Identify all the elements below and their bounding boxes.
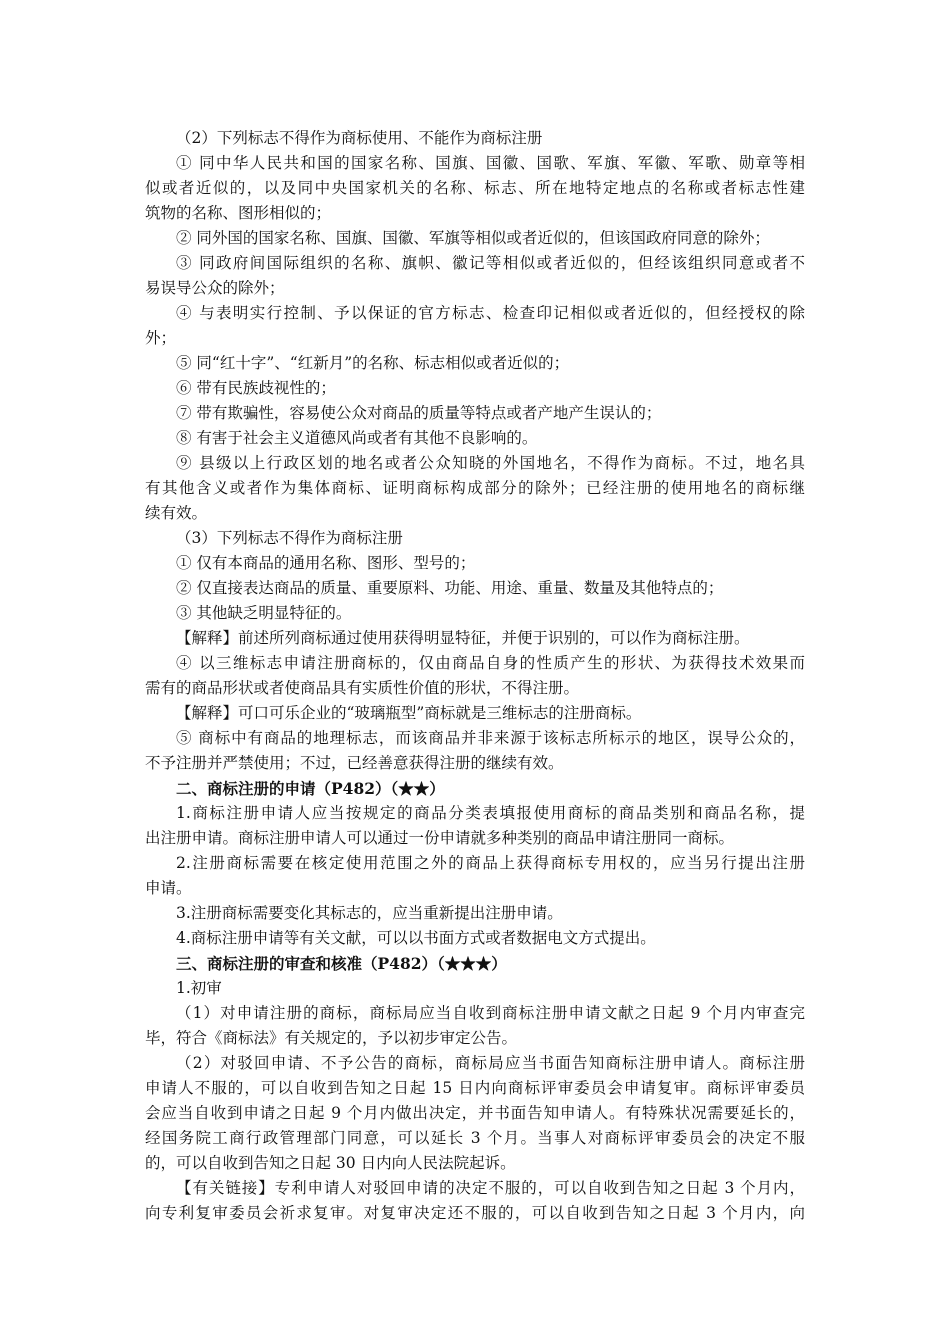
text-line: （2）下列标志不得作为商标使用、不能作为商标注册 — [176, 129, 543, 147]
text-line: 会应当自收到申请之日起 9 个月内做出决定，并书面告知申请人。有特殊状况需要延长的， — [145, 1104, 805, 1122]
text-line: ① 同中华人民共和国的国家名称、国旗、国徽、国歌、军旗、军徽、军歌、勋章等相 — [176, 154, 805, 172]
text-line: （3）下列标志不得作为商标注册 — [176, 529, 403, 547]
text-line: 外； — [145, 329, 177, 347]
text-line: 不予注册并严禁使用；不过，已经善意获得注册的继续有效。 — [145, 754, 564, 772]
text-line: 2.注册商标需要在核定使用范围之外的商品上获得商标专用权的，应当另行提出注册 — [176, 854, 805, 872]
text-line: 筑物的名称、图形相似的； — [145, 204, 332, 222]
text-line: ③ 其他缺乏明显特征的。 — [176, 604, 352, 622]
text-line: ④ 与表明实行控制、予以保证的官方标志、检查印记相似或者近似的，但经授权的除 — [176, 304, 805, 322]
text-line: 需有的商品形状或者使商品具有实质性价值的形状，不得注册。 — [145, 679, 580, 697]
text-line: 1.商标注册申请人应当按规定的商品分类表填报使用商标的商品类别和商品名称，提 — [176, 804, 805, 822]
text-line: 出注册申请。商标注册申请人可以通过一份申请就多种类别的商品申请注册同一商标。 — [145, 829, 735, 847]
section-heading: 二、商标注册的申请（P482）（★★） — [176, 779, 445, 798]
text-line: 【有关链接】专利申请人对驳回申请的决定不服的，可以自收到告知之日起 3 个月内， — [176, 1179, 805, 1197]
text-line: （2）对驳回申请、不予公告的商标，商标局应当书面告知商标注册申请人。商标注册 — [176, 1054, 805, 1072]
text-line: 易误导公众的除外； — [145, 279, 285, 297]
text-line: ⑦ 带有欺骗性，容易使公众对商品的质量等特点或者产地产生误认的； — [176, 404, 662, 422]
text-line: ② 同外国的国家名称、国旗、国徽、军旗等相似或者近似的，但该国政府同意的除外； — [176, 229, 770, 247]
text-line: ⑤ 同“红十字”、“红新月”的名称、标志相似或者近似的； — [176, 354, 570, 372]
text-line: ⑧ 有害于社会主义道德风尚或者有其他不良影响的。 — [176, 429, 538, 447]
text-line: 4.商标注册申请等有关文献，可以以书面方式或者数据电文方式提出。 — [176, 929, 656, 947]
text-line: 申请人不服的，可以自收到告知之日起 15 日内向商标评审委员会申请复审。商标评审委员 — [145, 1079, 805, 1097]
text-line: ⑨ 县级以上行政区划的地名或者公众知晓的外国地名，不得作为商标。不过，地名具 — [176, 454, 805, 472]
text-line: 【解释】可口可乐企业的“玻璃瓶型”商标就是三维标志的注册商标。 — [176, 704, 642, 722]
text-line: ⑥ 带有民族歧视性的； — [176, 379, 336, 397]
text-line: 【解释】前述所列商标通过使用获得明显特征，并便于识别的，可以作为商标注册。 — [176, 629, 750, 647]
text-line: 经国务院工商行政管理部门同意，可以延长 3 个月。当事人对商标评审委员会的决定不服 — [145, 1129, 805, 1147]
text-line: ① 仅有本商品的通用名称、图形、型号的； — [176, 554, 476, 572]
text-line: 申请。 — [145, 879, 192, 897]
text-line: ④ 以三维标志申请注册商标的，仅由商品自身的性质产生的形状、为获得技术效果而 — [176, 654, 805, 672]
text-line: 向专利复审委员会祈求复审。对复审决定还不服的，可以自收到告知之日起 3 个月内，向 — [145, 1204, 805, 1222]
section-heading: 三、商标注册的审查和核准（P482）（★★★） — [176, 954, 507, 973]
document-body — [145, 126, 805, 1226]
text-line: 毕，符合《商标法》有关规定的，予以初步审定公告。 — [145, 1029, 518, 1047]
text-line: 3.注册商标需要变化其标志的，应当重新提出注册申请。 — [176, 904, 563, 922]
text-line: ② 仅直接表达商品的质量、重要原料、功能、用途、重量、数量及其他特点的； — [176, 579, 724, 597]
text-line: 的，可以自收到告知之日起 30 日内向人民法院起诉。 — [145, 1154, 516, 1172]
text-line: 似或者近似的，以及同中央国家机关的名称、标志、所在地特定地点的名称或者标志性建 — [145, 179, 805, 197]
text-line: 续有效。 — [145, 504, 208, 522]
text-line: 有其他含义或者作为集体商标、证明商标构成部分的除外；已经注册的使用地名的商标继 — [145, 479, 805, 497]
text-line: ⑤ 商标中有商品的地理标志，而该商品并非来源于该标志所标示的地区，误导公众的， — [176, 729, 805, 747]
text-line: 1.初审 — [176, 979, 222, 997]
text-line: ③ 同政府间国际组织的名称、旗帜、徽记等相似或者近似的，但经该组织同意或者不 — [176, 254, 805, 272]
text-line: （1）对申请注册的商标，商标局应当自收到商标注册申请文献之日起 9 个月内审查完 — [176, 1004, 805, 1022]
